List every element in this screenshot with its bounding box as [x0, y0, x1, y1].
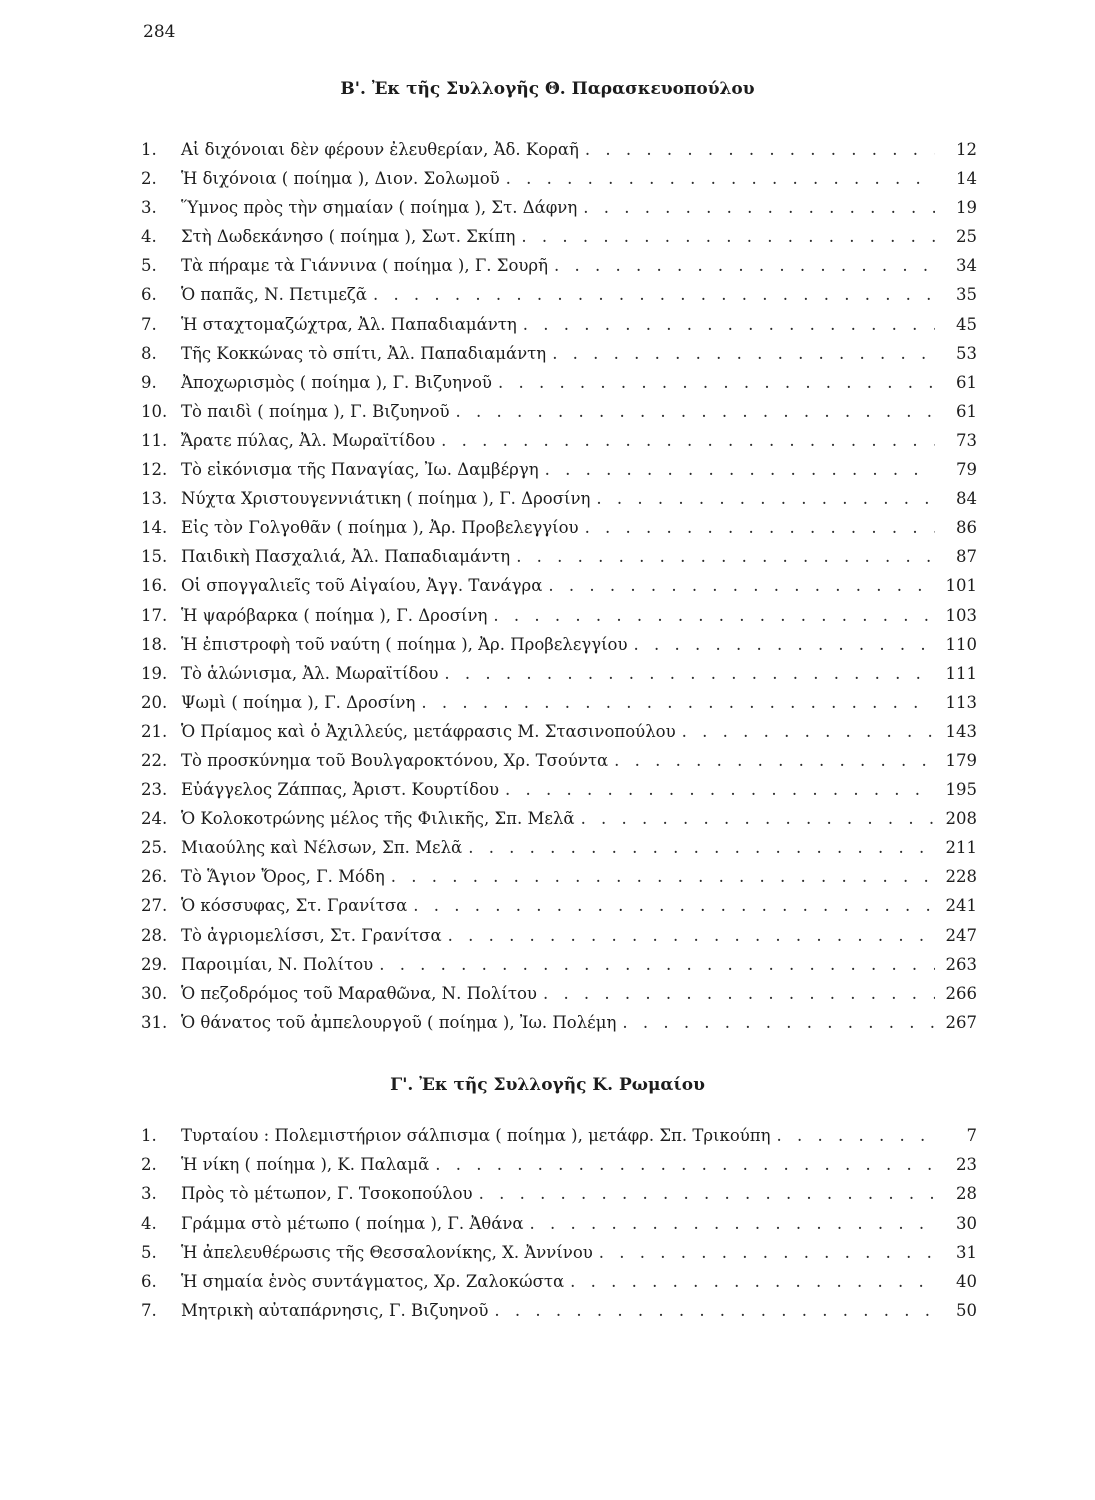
toc-entry-page: 30: [956, 1213, 977, 1233]
dot-leader: [421, 693, 935, 712]
toc-entry-title: Τὸ εἰκόνισμα τῆς Παναγίας, Ἰω. Δαμβέργη: [181, 460, 539, 480]
toc-entry-number: 14.: [141, 518, 168, 538]
toc-entry-page: 113: [945, 692, 977, 712]
toc-entry-title: Οἱ σπογγαλιεῖς τοῦ Αἰγαίου, Ἀγγ. Τανάγρα: [181, 576, 543, 596]
dot-leader: [448, 926, 935, 945]
dot-leader: [585, 518, 935, 537]
toc-list-g: [141, 1126, 977, 1330]
toc-entry: [141, 984, 977, 1013]
dot-leader: [596, 489, 935, 508]
toc-entry-number: 4.: [141, 1213, 157, 1233]
toc-entry-number: 19.: [141, 663, 168, 683]
toc-entry-title: Τὰ πήραμε τὰ Γιάννινα ( ποίημα ), Γ. Σουρῆ: [181, 256, 549, 276]
toc-entry-number: 9.: [141, 372, 157, 392]
toc-entry-page: 35: [956, 285, 977, 305]
toc-entry: [141, 722, 977, 751]
toc-entry-title: Παροιμίαι, Ν. Πολίτου: [181, 954, 374, 974]
toc-entry-number: 2.: [141, 169, 157, 189]
toc-entry-title: Τὸ ἀγριομελίσσι, Στ. Γρανίτσα: [181, 925, 442, 945]
toc-entry-page: 87: [956, 547, 977, 567]
toc-entry: [141, 867, 977, 896]
page-number: 284: [143, 22, 176, 42]
toc-entry-number: 1.: [141, 140, 157, 159]
toc-entry: [141, 1272, 977, 1301]
toc-entry: [141, 1155, 977, 1184]
dot-leader: [479, 1184, 935, 1203]
toc-entry-number: 8.: [141, 343, 157, 363]
toc-entry-number: 1.: [141, 1126, 157, 1145]
toc-entry-number: 7.: [141, 314, 157, 334]
toc-entry-title: Αἱ διχόνοιαι δὲν φέρουν ἐλευθερίαν, Ἀδ. Κοραῆ: [181, 140, 579, 159]
toc-entry-number: 23.: [141, 780, 168, 800]
toc-entry-page: 31: [956, 1242, 977, 1262]
toc-entry: [141, 664, 977, 693]
toc-entry-page: 101: [945, 576, 977, 596]
toc-entry-number: 24.: [141, 809, 168, 829]
toc-entry: [141, 198, 977, 227]
toc-entry-title: Ἡ σταχτομαζώχτρα, Ἀλ. Παπαδιαμάντη: [181, 314, 517, 334]
toc-entry-number: 16.: [141, 576, 168, 596]
toc-entry-title: Ὁ θάνατος τοῦ ἀμπελουργοῦ ( ποίημα ), Ἰω. Πολέμη: [181, 1012, 617, 1032]
toc-entry-title: Τὸ ἁλώνισμα, Ἀλ. Μωραϊτίδου: [181, 663, 439, 683]
toc-entry-page: 25: [956, 227, 977, 247]
dot-leader: [545, 460, 935, 479]
toc-entry-number: 27.: [141, 896, 168, 916]
toc-entry-title: Ἡ διχόνοια ( ποίημα ), Διον. Σολωμοῦ: [181, 169, 500, 189]
toc-entry-page: 19: [956, 198, 977, 218]
toc-entry-title: Εὐάγγελος Ζάππας, Ἀριστ. Κουρτίδου: [181, 780, 499, 800]
toc-entry-page: 179: [945, 750, 977, 770]
toc-entry-title: Γράμμα στὸ μέτωπο ( ποίημα ), Γ. Ἀθάνα: [181, 1213, 524, 1233]
dot-leader: [444, 664, 935, 683]
toc-entry-number: 18.: [141, 634, 168, 654]
toc-entry-page: 195: [945, 780, 977, 800]
toc-entry-title: Τῆς Κοκκώνας τὸ σπίτι, Ἀλ. Παπαδιαμάντη: [181, 343, 547, 363]
toc-entry-number: 17.: [141, 605, 168, 625]
toc-entry-page: 45: [956, 314, 977, 334]
toc-entry-title: Ὁ Κολοκοτρώνης μέλος τῆς Φιλικῆς, Σπ. Μελᾶ: [181, 809, 575, 829]
dot-leader: [373, 285, 935, 304]
dot-leader: [552, 344, 935, 363]
toc-entry-title: Πρὸς τὸ μέτωπον, Γ. Τσοκοπούλου: [181, 1184, 473, 1204]
toc-entry: [141, 402, 977, 431]
toc-entry-page: 84: [956, 489, 977, 509]
toc-entry: [141, 809, 977, 838]
dot-leader: [548, 576, 935, 595]
toc-entry-title: Ἀποχωρισμὸς ( ποίημα ), Γ. Βιζυηνοῦ: [181, 372, 492, 392]
toc-entry-number: 11.: [141, 430, 168, 450]
toc-entry: [141, 780, 977, 809]
dot-leader: [435, 1155, 935, 1174]
toc-entry-page: 228: [945, 867, 977, 887]
toc-entry-page: 12: [956, 140, 977, 159]
toc-entry-page: 103: [945, 605, 977, 625]
toc-entry-title: Παιδικὴ Πασχαλιά, Ἀλ. Παπαδιαμάντη: [181, 547, 511, 567]
toc-entry: [141, 547, 977, 576]
toc-entry-title: Ὕμνος πρὸς τὴν σημαίαν ( ποίημα ), Στ. Δάφνη: [181, 198, 578, 218]
toc-entry: [141, 518, 977, 547]
toc-entry-page: 110: [945, 634, 977, 654]
toc-entry-number: 5.: [141, 256, 157, 276]
toc-entry-title: Τὸ Ἅγιον Ὄρος, Γ. Μόδη: [181, 867, 385, 887]
toc-entry-page: 61: [956, 372, 977, 392]
dot-leader: [521, 227, 935, 246]
toc-entry-page: 53: [956, 343, 977, 363]
toc-entry-page: 266: [945, 983, 977, 1003]
toc-entry: [141, 1126, 977, 1155]
toc-entry-number: 13.: [141, 489, 168, 509]
toc-entry-title: Ἡ σημαία ἑνὸς συντάγματος, Χρ. Ζαλοκώστα: [181, 1271, 565, 1291]
toc-entry: [141, 955, 977, 984]
toc-list-b: [141, 140, 977, 1042]
toc-entry: [141, 1184, 977, 1213]
dot-leader: [379, 955, 935, 974]
dot-leader: [523, 315, 935, 334]
toc-entry-page: 34: [956, 256, 977, 276]
toc-entry-title: Τυρταίου : Πολεμιστήριον σάλπισμα ( ποίημα ), μετάφρ. Σπ. Τρικούπη: [181, 1126, 771, 1145]
toc-entry-title: Τὸ παιδὶ ( ποίημα ), Γ. Βιζυηνοῦ: [181, 401, 450, 421]
toc-entry-page: 241: [945, 896, 977, 916]
toc-entry-title: Ἡ ἐπιστροφὴ τοῦ ναύτη ( ποίημα ), Ἀρ. Προβελεγγίου: [181, 634, 628, 654]
toc-entry-number: 15.: [141, 547, 168, 567]
toc-entry-number: 28.: [141, 925, 168, 945]
toc-entry-number: 3.: [141, 1184, 157, 1204]
toc-entry: [141, 606, 977, 635]
toc-entry: [141, 1214, 977, 1243]
dot-leader: [516, 547, 935, 566]
toc-entry: [141, 1013, 977, 1042]
toc-entry-number: 7.: [141, 1301, 157, 1321]
dot-leader: [506, 169, 935, 188]
dot-leader: [622, 1013, 935, 1032]
toc-entry-number: 25.: [141, 838, 168, 858]
dot-leader: [505, 780, 935, 799]
dot-leader: [583, 198, 935, 217]
toc-entry: [141, 227, 977, 256]
toc-entry-page: 143: [945, 721, 977, 741]
toc-entry-title: Ἡ ἀπελευθέρωσις τῆς Θεσσαλονίκης, Χ. Ἀννίνου: [181, 1242, 593, 1262]
toc-entry-number: 12.: [141, 460, 168, 480]
toc-entry-number: 31.: [141, 1012, 168, 1032]
toc-entry-number: 29.: [141, 954, 168, 974]
toc-entry: [141, 926, 977, 955]
toc-entry-title: Ἄρατε πύλας, Ἀλ. Μωραϊτίδου: [181, 430, 436, 450]
toc-entry-number: 26.: [141, 867, 168, 887]
dot-leader: [599, 1243, 935, 1262]
dot-leader: [682, 722, 935, 741]
dot-leader: [777, 1126, 935, 1145]
dot-leader: [543, 984, 935, 1003]
toc-entry-page: 7: [966, 1126, 977, 1145]
dot-leader: [585, 140, 935, 159]
toc-entry-title: Εἰς τὸν Γολγοθᾶν ( ποίημα ), Ἀρ. Προβελεγγίου: [181, 518, 579, 538]
dot-leader: [494, 1301, 935, 1320]
dot-leader: [468, 838, 935, 857]
toc-entry-number: 20.: [141, 692, 168, 712]
toc-entry: [141, 838, 977, 867]
toc-entry-page: 247: [945, 925, 977, 945]
toc-entry-title: Ἡ νίκη ( ποίημα ), Κ. Παλαμᾶ: [181, 1155, 430, 1175]
toc-entry-number: 2.: [141, 1155, 157, 1175]
toc-entry-number: 5.: [141, 1242, 157, 1262]
toc-entry: [141, 576, 977, 605]
toc-entry-page: 50: [956, 1301, 977, 1321]
toc-entry: [141, 373, 977, 402]
toc-entry: [141, 1243, 977, 1272]
toc-entry-title: Ὁ κόσσυφας, Στ. Γρανίτσα: [181, 896, 408, 916]
toc-entry-title: Ψωμὶ ( ποίημα ), Γ. Δροσίνη: [181, 692, 416, 712]
section-title-b: Β'. Ἐκ τῆς Συλλογῆς Θ. Παρασκευοπούλου: [340, 79, 755, 99]
toc-entry-page: 28: [956, 1184, 977, 1204]
dot-leader: [581, 809, 935, 828]
dot-leader: [570, 1272, 935, 1291]
section-title-g: Γ'. Ἐκ τῆς Συλλογῆς Κ. Ρωμαίου: [390, 1075, 705, 1095]
toc-entry-number: 10.: [141, 401, 168, 421]
toc-entry-page: 208: [945, 809, 977, 829]
toc-entry: [141, 344, 977, 373]
toc-entry: [141, 693, 977, 722]
toc-entry-number: 6.: [141, 285, 157, 305]
dot-leader: [498, 373, 935, 392]
toc-entry-page: 267: [945, 1012, 977, 1032]
dot-leader: [530, 1214, 935, 1233]
toc-entry: [141, 315, 977, 344]
toc-entry: [141, 489, 977, 518]
toc-entry-title: Μιαούλης καὶ Νέλσων, Σπ. Μελᾶ: [181, 838, 463, 858]
toc-entry-title: Νύχτα Χριστουγεννιάτικη ( ποίημα ), Γ. Δροσίνη: [181, 489, 591, 509]
toc-entry-number: 22.: [141, 750, 168, 770]
dot-leader: [493, 606, 935, 625]
toc-entry-page: 86: [956, 518, 977, 538]
toc-entry-title: Ὁ Πρίαμος καὶ ὁ Ἀχιλλεύς, μετάφρασις Μ. Στασινοπούλου: [181, 721, 676, 741]
toc-entry-title: Ὁ παπᾶς, Ν. Πετιμεζᾶ: [181, 285, 367, 305]
toc-entry: [141, 460, 977, 489]
toc-entry-page: 14: [956, 169, 977, 189]
toc-entry-title: Μητρικὴ αὐταπάρνησις, Γ. Βιζυηνοῦ: [181, 1301, 489, 1321]
toc-entry-title: Τὸ προσκύνημα τοῦ Βουλγαροκτόνου, Χρ. Τσούντα: [181, 750, 609, 770]
toc-entry-number: 3.: [141, 198, 157, 218]
dot-leader: [456, 402, 935, 421]
toc-entry-page: 73: [956, 430, 977, 450]
toc-entry: [141, 431, 977, 460]
toc-entry: [141, 256, 977, 285]
toc-entry-title: Στὴ Δωδεκάνησο ( ποίημα ), Σωτ. Σκίπη: [181, 227, 516, 247]
toc-entry: [141, 1301, 977, 1330]
toc-entry-page: 61: [956, 401, 977, 421]
toc-entry: [141, 285, 977, 314]
dot-leader: [413, 896, 935, 915]
dot-leader: [634, 635, 935, 654]
toc-entry-number: 30.: [141, 983, 168, 1003]
toc-entry-title: Ὁ πεζοδρόμος τοῦ Μαραθῶνα, Ν. Πολίτου: [181, 983, 537, 1003]
toc-entry: [141, 169, 977, 198]
toc-entry-page: 79: [956, 460, 977, 480]
dot-leader: [441, 431, 935, 450]
dot-leader: [391, 867, 935, 886]
dot-leader: [554, 256, 935, 275]
toc-entry-page: 211: [945, 838, 977, 858]
toc-entry: [141, 896, 977, 925]
dot-leader: [614, 751, 935, 770]
toc-entry-number: 6.: [141, 1271, 157, 1291]
toc-entry-title: Ἡ ψαρόβαρκα ( ποίημα ), Γ. Δροσίνη: [181, 605, 488, 625]
toc-entry: [141, 140, 977, 169]
toc-entry-page: 263: [945, 954, 977, 974]
toc-entry: [141, 635, 977, 664]
toc-entry: [141, 751, 977, 780]
toc-entry-page: 40: [956, 1271, 977, 1291]
toc-entry-page: 23: [956, 1155, 977, 1175]
toc-entry-page: 111: [945, 663, 977, 683]
toc-entry-number: 21.: [141, 721, 168, 741]
toc-entry-number: 4.: [141, 227, 157, 247]
